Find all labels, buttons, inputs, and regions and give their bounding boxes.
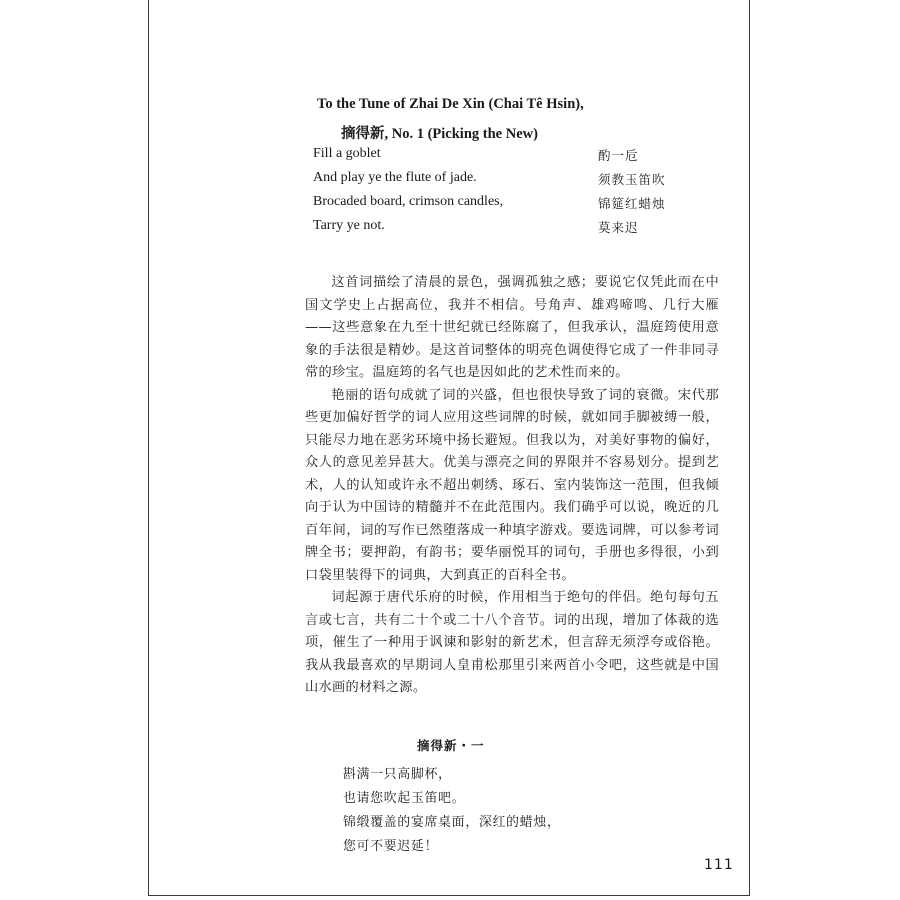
poem-en-line: Fill a goblet	[313, 146, 381, 161]
poem-zh-original-line: 须教玉笛吹	[598, 173, 666, 187]
book-page	[148, 0, 750, 896]
body-paragraph: 词起源于唐代乐府的时候，作用相当于绝句的伴侣。绝句每句五言或七言，共有二十个或二十八个音节。词的出现，增加了体裁的选项，催生了一种用于讽谏和影射的新艺术，但言辞无须浮夸或俗艳。我从我最喜欢的早期词人皇甫松那里引来两首小令吧，这些就是中国山水画的材料之源。	[305, 590, 719, 695]
translated-poem-line: 也请您吹起玉笛吧。	[343, 791, 466, 805]
poem-en-line: And play ye the flute of jade.	[313, 170, 477, 185]
translated-poem-title: 摘得新・一	[417, 739, 485, 753]
poem-en-line: Brocaded board, crimson candles,	[313, 194, 504, 209]
page-number: 111	[704, 857, 734, 873]
body-paragraph: 艳丽的语句成就了词的兴盛，但也很快导致了词的衰微。宋代那些更加偏好哲学的词人应用这些词牌的时候，就如同手脚被缚一般，只能尽力地在恶劣环境中扬长避短。但我以为，对美好事物的偏好，众人的意见差异甚大。优美与漂亮之间的界限并不容易划分。提到艺术，人的认知或许永不超出刺绣、琢石、室内装饰这一范围，但我倾向于认为中国诗的精髓并不在此范围内。我们确乎可以说，晚近的几百年间，词的写作已然堕落成一种填字游戏。要选词牌，可以参考词牌全书；要押韵，有韵书；要华丽悦耳的词句，手册也多得很，小到口袋里装得下的词典，大到真正的百科全书。	[305, 387, 719, 583]
poem-title: To the Tune of Zhai De Xin (Chai Tê Hsin),	[317, 96, 584, 112]
translated-poem-line: 斟满一只高脚杯，	[343, 767, 452, 781]
poem-zh-original-line: 锦筵红蜡烛	[598, 197, 666, 211]
poem-en-line: Tarry ye not.	[313, 218, 385, 233]
translated-poem-line: 锦缎覆盖的宴席桌面，深红的蜡烛，	[343, 815, 561, 829]
poem-subtitle: 摘得新, No. 1 (Picking the New)	[341, 126, 538, 142]
translated-poem-line: 您可不要迟延！	[343, 839, 439, 853]
body-paragraph: 这首词描绘了清晨的景色，强调孤独之感；要说它仅凭此而在中国文学史上占据高位，我并不相信。号角声、雄鸡啼鸣、几行大雁——这些意象在九至十世纪就已经陈腐了，但我承认，温庭筠使用意象的手法很是精妙。是这首词整体的明亮色调使得它成了一件非同寻常的珍宝。温庭筠的名气也是因如此的艺术性而来的。	[305, 275, 719, 380]
body-text	[305, 272, 719, 700]
poem-zh-original-line: 酌一卮	[598, 149, 639, 163]
poem-zh-original-line: 莫来迟	[598, 221, 639, 235]
